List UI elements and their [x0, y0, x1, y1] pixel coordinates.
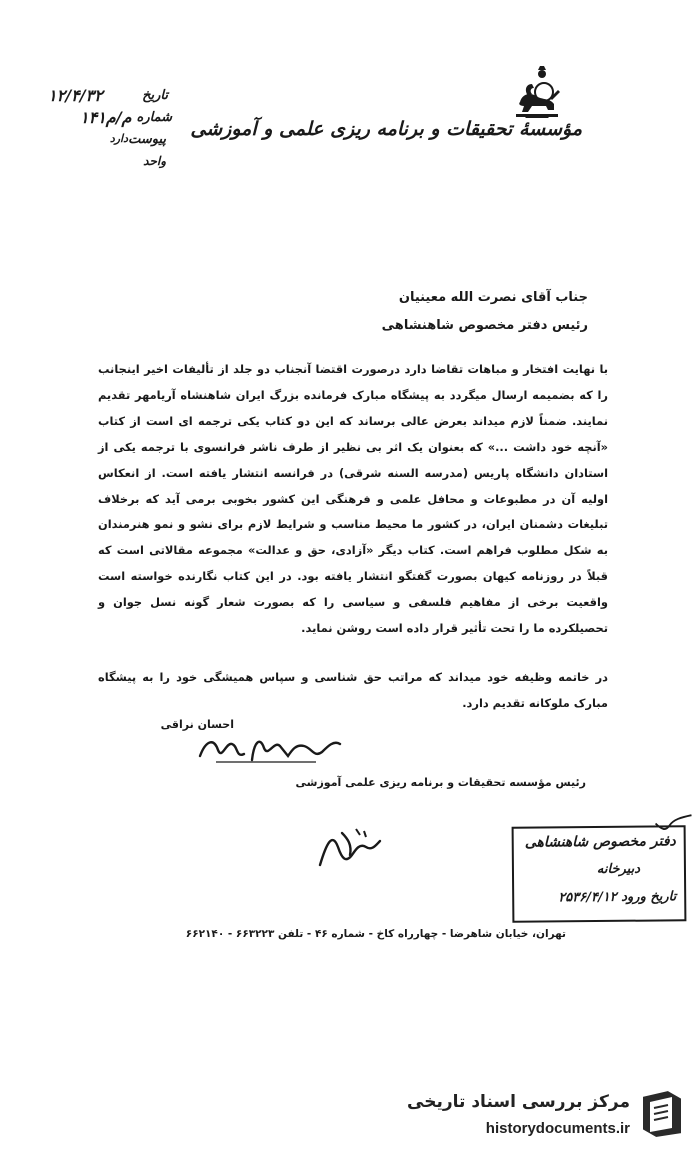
signer-name: احسان نراقی [160, 718, 234, 731]
stamp-entry-date [558, 889, 676, 905]
watermark-title: مرکز بررسی اسناد تاریخی [407, 1092, 630, 1112]
addressee [382, 284, 588, 340]
organization-name: مؤسسهٔ تحقیقات و برنامه ریزی علمی و آموزشی [190, 118, 582, 140]
stamp-department: دبیرخانه [596, 861, 641, 878]
office-stamp [512, 825, 687, 923]
letter-body [98, 357, 608, 717]
attachment-label: پیوست [128, 132, 166, 147]
number-label: شماره [136, 110, 172, 125]
lion-and-sun-emblem-icon [512, 66, 562, 124]
body-paragraph-1: با نهایت افتخار و مباهات تقاضا دارد درصورت اقتضا آنجناب دو جلد از تألیفات اخیر اینجانب را که بضمیمه ارسال میگردد به پیشگاه مبارک فرمانده بزرگ ایران شاهنشاه آریامهر تقدیم نمایند. ضمناً لازم میداند بعرض عالی برساند که این دو کتاب یکی ترجمه ای است از کتاب «آنچه خود داشت ...» که بعنوان یک اثر بی نظیر از طرف ناشر فرانسوی با ترجمه یکی از استادان دانشگاه پاریس (مدرسه السنه شرقی) در فرانسه انتشار یافته است. از انعکاس اولیه آن در مطبوعات و محافل علمی و فرهنگی این کشور بخوبی برمی آید که برخلاف تبلیغات دشمنان ایران، در کشور ما محیط مناسب و شرایط لازم برای نشو و نمو هنرمندان به شکل مطلوب فراهم است. کتاب دیگر «آزادی، حق و عدالت» مجموعه مقالاتی است که قبلاً در روزنامه کیهان بصورت گفتگو انتشار یافته بود. در این کتاب نگارنده خواسته است واقعیت برخی از مفاهیم فلسفی و سیاسی را که بصورت شعار گونه نسل جوان و تحصیلکرده ما را تحت تأثیر قرار داده است روشن نماید. [98, 362, 608, 636]
date-value: ۱۲/۴/۳۲ [48, 86, 103, 105]
body-paragraph-2: در خاتمه وظیفه خود میداند که مراتب حق شناسی و سپاس همیشگی خود را به پیشگاه مبارک ملوکانه تقدیم دارد. [98, 669, 608, 710]
archive-logo-icon [638, 1088, 686, 1140]
watermark [404, 1078, 694, 1150]
stamp-office-name: دفتر مخصوص شاهنشاهی [524, 833, 676, 851]
attachment-value: دارد [109, 132, 128, 145]
check-mark-icon [653, 813, 693, 833]
addressee-name: جناب آقای نصرت الله معینیان [398, 290, 588, 305]
stamp-date-label: تاریخ ورود [621, 889, 677, 905]
initial-scribble-icon [312, 825, 384, 875]
footer-address: تهران، خیابان شاهرضا - چهارراه کاخ - شماره ۴۶ - تلفن ۶۶۳۲۲۳ - ۶۶۲۱۴۰ [185, 928, 566, 940]
date-label: تاریخ [142, 88, 168, 103]
stamp-date-value: ۲۵۳۶/۴/۱۲ [558, 889, 617, 906]
addressee-title: رئیس دفتر مخصوص شاهنشاهی [381, 318, 588, 333]
unit-label: واحد [143, 154, 166, 168]
signer-title: رئیس مؤسسه تحقیقات و برنامه ریزی علمی آموزشی [295, 776, 586, 789]
handwritten-signature-icon [196, 730, 344, 766]
watermark-url: historydocuments.ir [485, 1120, 630, 1137]
number-value: ۱۴۱م/م [80, 108, 132, 127]
